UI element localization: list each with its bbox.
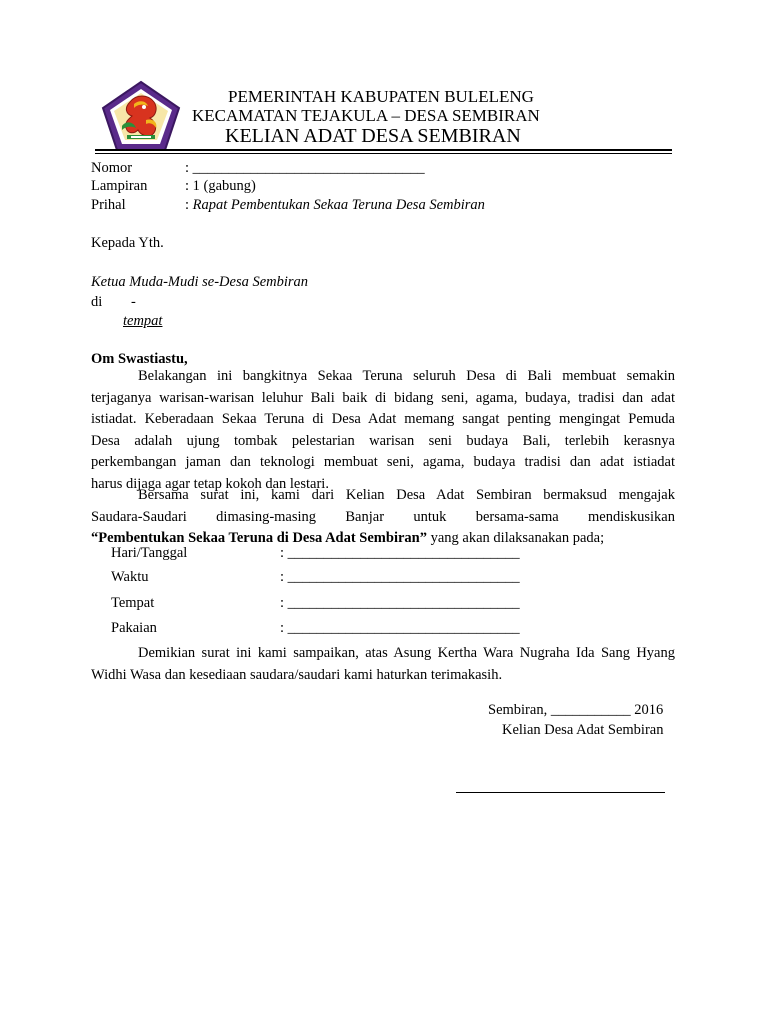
- schedule-label-time: Waktu: [111, 569, 149, 585]
- closing-line: Demikian surat ini kami sampaikan, atas Asung Kertha Wara Nugraha Ida Sang Hyang: [138, 645, 675, 661]
- schedule-value-date: : ________________________________: [280, 545, 520, 561]
- paragraph-1-line: perkembangan jaman dan teknologi membuat seni, agama, budaya tradisi dan adat istiadat: [91, 454, 675, 470]
- prihal-colon: :: [185, 197, 193, 213]
- header-divider-thin: [95, 153, 672, 154]
- schedule-value-time: : ________________________________: [280, 569, 520, 585]
- signature-place-date: Sembiran, ___________ 2016: [488, 702, 664, 718]
- paragraph-1: [91, 366, 675, 495]
- paragraph-2-tail: yang akan dilaksanakan pada;: [426, 530, 605, 546]
- lampiran-value: : 1 (gabung): [185, 178, 256, 194]
- prihal-value: Rapat Pembentukan Sekaa Teruna Desa Sembiran: [192, 197, 485, 213]
- paragraph-1-line: istiadat. Keberadaan Sekaa Teruna di Desa Adat memang sangat penting mengingat Pemuda: [91, 411, 675, 427]
- header-title: KELIAN ADAT DESA SEMBIRAN: [225, 125, 521, 147]
- paragraph-1-line: Desa adalah ujung tombak pelestarian warisan seni budaya Bali, terlebih kerasnya: [91, 432, 675, 449]
- opening-salutation: Om Swastiastu,: [91, 351, 188, 367]
- header-divider-thick: [95, 149, 672, 151]
- paragraph-2-line: Saudara-Saudari dimasing-masing Banjar untuk bersama-sama mendiskusikan: [91, 508, 675, 525]
- recipient-di: di: [91, 294, 103, 310]
- schedule-label-place: Tempat: [111, 595, 155, 611]
- schedule-value-attire: : ________________________________: [280, 620, 520, 636]
- recipient-name: Ketua Muda-Mudi se-Desa Sembiran: [91, 274, 309, 290]
- recipient-greeting: Kepada Yth.: [91, 235, 164, 251]
- paragraph-1-line: harus dijaga agar tetap kokoh dan lestari.: [91, 475, 329, 492]
- closing-line: Widhi Wasa dan kesediaan saudara/saudari kami haturkan terimakasih.: [91, 666, 503, 683]
- schedule-value-place: : ________________________________: [280, 595, 520, 611]
- signature-line: [456, 792, 665, 793]
- paragraph-2-line: Bersama surat ini, kami dari Kelian Desa Adat Sembiran bermaksud mengajak: [138, 487, 675, 503]
- schedule-label-date: Hari/Tanggal: [111, 545, 188, 561]
- recipient-dash: -: [131, 294, 136, 310]
- recipient-tempat: tempat: [123, 313, 163, 329]
- closing-paragraph: [91, 643, 675, 686]
- schedule-label-attire: Pakaian: [111, 620, 157, 636]
- event-title: “Pembentukan Sekaa Teruna di Desa Adat Sembiran”: [91, 530, 427, 546]
- paragraph-1-line: Belakangan ini bangkitnya Sekaa Teruna seluruh Desa di Bali membuat semakin: [138, 368, 675, 384]
- paragraph-2: [91, 485, 675, 550]
- prihal-label: Prihal: [91, 197, 126, 213]
- nomor-label: Nomor: [91, 160, 133, 176]
- paragraph-1-line: terjaganya warisan-warisan leluhur Bali baik di bidang seni, agama, budaya, tradisi dan adat: [91, 389, 675, 406]
- prihal-row: [185, 197, 485, 214]
- signature-title: Kelian Desa Adat Sembiran: [502, 722, 664, 738]
- lampiran-label: Lampiran: [91, 178, 148, 194]
- buleleng-regency-emblem-icon: [100, 80, 182, 152]
- header-line-2: KECAMATAN TEJAKULA – DESA SEMBIRAN: [192, 106, 540, 125]
- header-line-1: PEMERINTAH KABUPATEN BULELENG: [228, 87, 534, 106]
- nomor-value: : ________________________________: [185, 160, 425, 176]
